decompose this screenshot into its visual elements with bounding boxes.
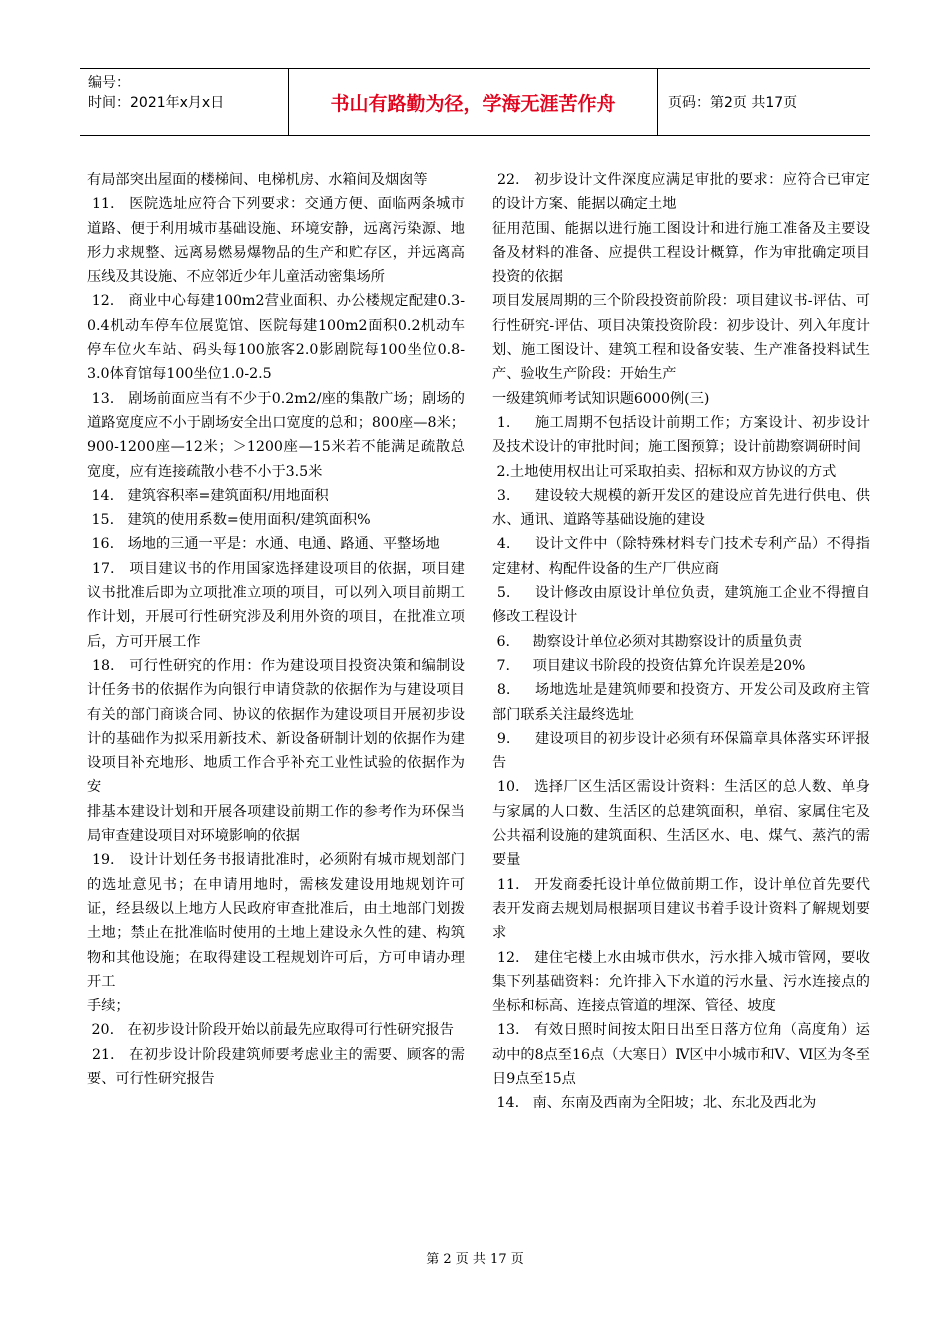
header-motto: 书山有路勤为径，学海无涯苦作舟 [289,69,658,135]
paragraph: 20. 在初步设计阶段开始以前最先应取得可行性研究报告 [87,1022,454,1039]
document-number-label: 编号： [88,75,130,91]
header-page-info: 页码：第2页 共17页 [668,95,798,111]
paragraph: 项目发展周期的三个阶段投资前阶段：项目建议书-评估、可行性研究-评估、项目决策投资阶段：初步设计、列入年度计划、施工图设计、建筑工程和设备安装、生产准备投料试生产、验收生产阶段：开始生产 [492,293,870,383]
paragraph: 6. 勘察设计单位必须对其勘察设计的质量负责 [492,633,803,650]
document-time-label: 时间：2021年x月x日 [88,95,225,111]
paragraph: 8. 场地选址是建筑师要和投资方、开发公司及政府主管部门联系关注最终选址 [492,682,870,723]
header-meta [80,69,289,135]
paragraph: 18. 可行性研究的作用：作为建设项目投资决策和编制设计任务书的依据作为向银行申请贷款的依据作为与建设项目有关的部门商谈合同、协议的依据作为建设项目开展初步设计的基础作为拟采用新技术、新设备研制计划的依据作为建设项目补充地形、地质工作合乎补充工业性试验的依据作为安 [87,657,465,796]
paragraph: 22. 初步设计文件深度应满足审批的要求：应符合已审定的设计方案、能据以确定土地 [492,172,870,213]
paragraph: 手续； [87,998,130,1015]
page-header [80,68,870,136]
paragraph: 5. 设计修改由原设计单位负责，建筑施工企业不得擅自修改工程设计 [492,585,870,626]
paragraph: 19. 设计计划任务书报请批准时，必须附有城市规划部门的选址意见书；在申请用地时，需核发建设用地规划许可证，经县级以上地方人民政府审查批准后，由土地部门划拨土地；禁止在批准临时使用的土地上建设永久性的建、构筑物和其他设施；在取得建设工程规划许可后，方可申请办理开工 [87,852,465,990]
right-text-column [492,168,870,1116]
paragraph: 14. 建筑容积率=建筑面积/用地面积 [87,487,329,504]
paragraph: 13. 有效日照时间按太阳日出至日落方位角（高度角）运动中的8点至16点（大寒日）Ⅳ区中小城市和Ⅴ、Ⅵ区为冬至日9点至15点 [492,1022,870,1087]
left-text-column [87,168,465,1091]
paragraph: 11. 开发商委托设计单位做前期工作，设计单位首先要代表开发商去规划局根据项目建议书着手设计资料了解规划要求 [492,876,870,942]
paragraph: 排基本建设计划和开展各项建设前期工作的参考作为环保当局审查建设项目对环境影响的依据 [87,803,465,845]
paragraph: 1. 施工周期不包括设计前期工作；方案设计、初步设计及技术设计的审批时间；施工图预算；设计前勘察调研时间 [492,414,870,456]
paragraph: 2.土地使用权出让可采取拍卖、招标和双方协议的方式 [492,463,837,480]
paragraph: 有局部突出屋面的楼梯间、电梯机房、水箱间及烟囱等 [87,172,428,188]
paragraph: 9. 建设项目的初步设计必须有环保篇章具体落实环评报告 [492,730,870,772]
paragraph: 一级建筑师考试知识题6000例(三) [492,390,710,407]
paragraph: 15. 建筑的使用系数=使用面积/建筑面积% [87,512,371,529]
paragraph: 12. 商业中心每建100m2营业面积、办公楼规定配建0.3-0.4机动车停车位展览馆、医院每建100m2面积0.2机动车停车位火车站、码头每100旅客2.0影剧院每100坐位0.8-3.0体育馆每100坐位1.0-2.5 [87,293,465,383]
paragraph: 13. 剧场前面应当有不少于0.2m2/座的集散广场；剧场的道路宽度应不小于剧场安全出口宽度的总和；800座—8米；900-1200座—12米；＞1200座—15米若不能满足疏散总宽度，应有连接疏散小巷不小于3.5米 [87,390,465,480]
paragraph: 17. 项目建议书的作用国家选择建设项目的依据，项目建议书批准后即为立项批准立项的项目，可以列入项目前期工作计划，开展可行性研究涉及利用外资的项目，在批准立项后，方可开展工作 [87,560,465,650]
paragraph: 21. 在初步设计阶段建筑师要考虑业主的需要、顾客的需要、可行性研究报告 [87,1046,465,1087]
paragraph: 7. 项目建议书阶段的投资估算允许误差是20% [492,657,806,674]
paragraph: 10. 选择厂区生活区需设计资料：生活区的总人数、单身与家属的人口数、生活区的总建筑面积，单宿、家属住宅及公共福利设施的建筑面积、生活区水、电、煤气、蒸汽的需要量 [492,779,870,869]
page-footer: 第 2 页 共 17 页 [426,1252,524,1267]
paragraph: 征用范围、能据以进行施工图设计和进行施工准备及主要设备及材料的准备、应提供工程设计概算，作为审批确定项目投资的依据 [492,220,870,286]
paragraph: 12. 建住宅楼上水由城市供水，污水排入城市管网，要收集下列基础资料：允许排入下水道的污水量、污水连接点的坐标和标高、连接点管道的埋深、管径、坡度 [492,949,870,1015]
paragraph: 4. 设计文件中（除特殊材料专门技术专利产品）不得指定建材、构配件设备的生产厂供应商 [492,536,870,577]
paragraph: 14. 南、东南及西南为全阳坡；北、东北及西北为 [492,1095,817,1112]
paragraph: 16. 场地的三通一平是：水通、电通、路通、平整场地 [87,536,440,553]
paragraph: 3. 建设较大规模的新开发区的建设应首先进行供电、供水、通讯、道路等基础设施的建设 [492,487,870,529]
paragraph: 11. 医院选址应符合下列要求：交通方便、面临两条城市道路、便于利用城市基础设施、环境安静，远离污染源、地形力求规整、远离易燃易爆物品的生产和贮存区，并远离高压线及其设施、不应邻近少年儿童活动密集场所 [87,196,465,286]
